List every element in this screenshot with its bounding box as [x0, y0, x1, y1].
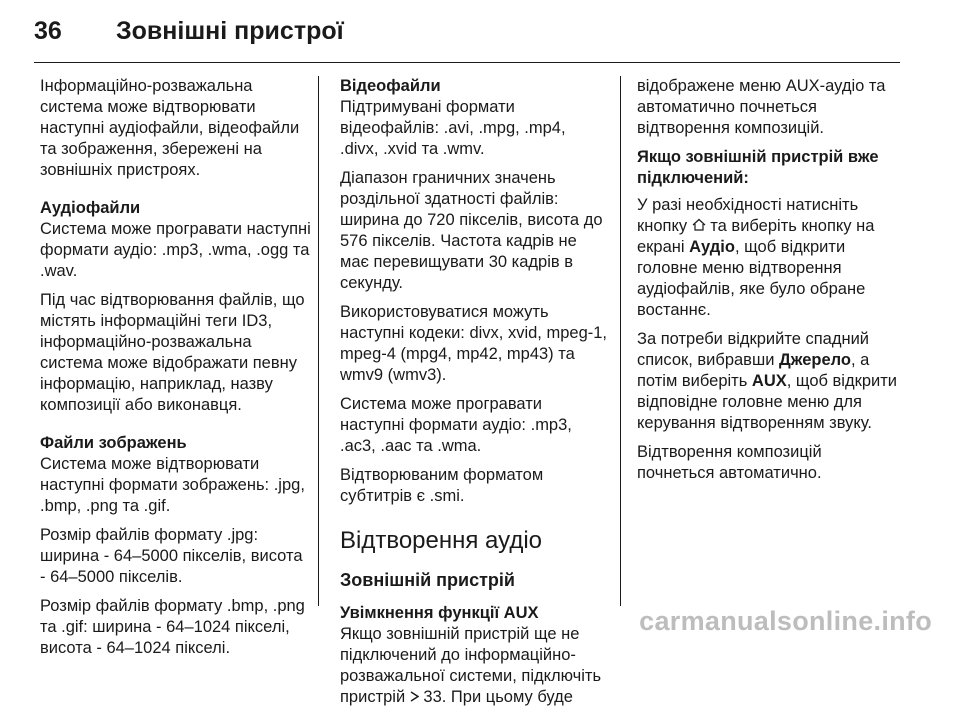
video-formats-paragraph: Підтримувані формати відеофайлів: .avi, .mpg, .mp4, .divx, .xvid та .wmv.	[340, 98, 566, 158]
aux-text-end: 33. При цьому буде	[423, 688, 573, 706]
step-2-text-b: , а потім виберіть	[637, 351, 870, 390]
intro-paragraph: Інформаційно-розважальна система може відтворювати наступні аудіофайли, відеофайли та зображення, збережені на зовнішніх пристроях.	[40, 77, 300, 179]
column-1	[40, 76, 312, 667]
aux-heading: Увімкнення функції AUX	[340, 604, 539, 622]
bmp-size-paragraph: Розмір файлів формату .bmp, .png та .gif: ширина - 64–1024 пікселі, висота - 64–1024 пікселі.	[40, 597, 305, 657]
watermark: carmanualsonline.info	[639, 606, 932, 636]
column-divider-1	[318, 76, 319, 606]
step-2-text-a: За потреби відкрийте спадний список, вибравши	[637, 330, 870, 369]
aux-label: AUX	[751, 372, 787, 390]
column-3	[637, 76, 903, 492]
jpg-size-paragraph: Розмір файлів формату .jpg: ширина - 64–5000 пікселів, висота - 64–5000 пікселів.	[40, 526, 303, 586]
header-rule	[34, 62, 900, 63]
step-2-text-c: , щоб відкрити відповідне головне меню для керування відтворенням звуку.	[637, 372, 897, 432]
id3-paragraph: Під час відтворювання файлів, що містять інформаційні теги ID3, інформаційно-розважальна система може відображати певну інформацію, наприклад, назву композиції або виконавця.	[40, 291, 305, 414]
step-1-text-b: та виберіть кнопку на екрані	[637, 217, 875, 256]
continued-paragraph: відображене меню AUX-аудіо та автоматично почнеться відтворення композицій.	[637, 77, 886, 137]
column-2	[340, 76, 608, 716]
resolution-paragraph: Діапазон граничних значень роздільної здатності файлів: ширина до 720 пікселів, висота до 576 пікселів. Частота кадрів не має перевищувати 30 кадрів в секунду.	[340, 169, 603, 292]
video-files-heading: Відеофайли	[340, 77, 441, 95]
audio-formats-paragraph: Система може програвати наступні формати аудіо: .mp3, .wma, .ogg та .wav.	[40, 220, 311, 280]
already-connected-heading: Якщо зовнішній пристрій вже підключений:	[637, 148, 879, 187]
audio-button-label: Аудіо	[689, 238, 735, 256]
image-formats-paragraph: Система може відтворювати наступні формати зображень: .jpg, .bmp, .png та .gif.	[40, 455, 305, 515]
step-2-paragraph	[637, 329, 903, 434]
source-label: Джерело	[779, 351, 852, 369]
image-files-heading: Файли зображень	[40, 434, 187, 452]
column-divider-2	[620, 76, 621, 606]
section-title-audio-playback: Відтворення аудіо	[340, 527, 542, 554]
subsection-title-external-device: Зовнішній пристрій	[340, 570, 515, 590]
aux-paragraph	[340, 624, 608, 708]
step-1-text-c: , щоб відкрити головне меню відтворення аудіофайлів, яке було обране востаннє.	[637, 238, 866, 319]
page-number: 36	[34, 17, 62, 45]
codecs-paragraph: Використовуватися можуть наступні кодеки: divx, xvid, mpeg-1, mpeg-4 (mpg4, mp42, mp43) та wmv9 (wmv3).	[340, 303, 608, 384]
home-icon	[692, 216, 706, 237]
page-title: Зовнішні пристрої	[116, 17, 344, 45]
step-1-text-a: У разі необхідності натисніть кнопку	[637, 196, 859, 235]
page-header	[0, 0, 960, 64]
subtitles-paragraph: Відтворюваним форматом субтитрів є .smi.	[340, 466, 544, 505]
step-1-paragraph	[637, 195, 903, 321]
audio-files-heading: Аудіофайли	[40, 199, 141, 217]
arrow-reference-icon	[410, 688, 419, 706]
auto-playback-paragraph: Відтворення композицій почнеться автоматично.	[637, 443, 822, 482]
aux-text-start: Якщо зовнішній пристрій ще не підключений до інформаційно-розважальної системи, підключіть пристрій	[340, 625, 602, 706]
video-audio-formats-paragraph: Система може програвати наступні формати аудіо: .mp3, .ac3, .aac та .wma.	[340, 395, 572, 455]
